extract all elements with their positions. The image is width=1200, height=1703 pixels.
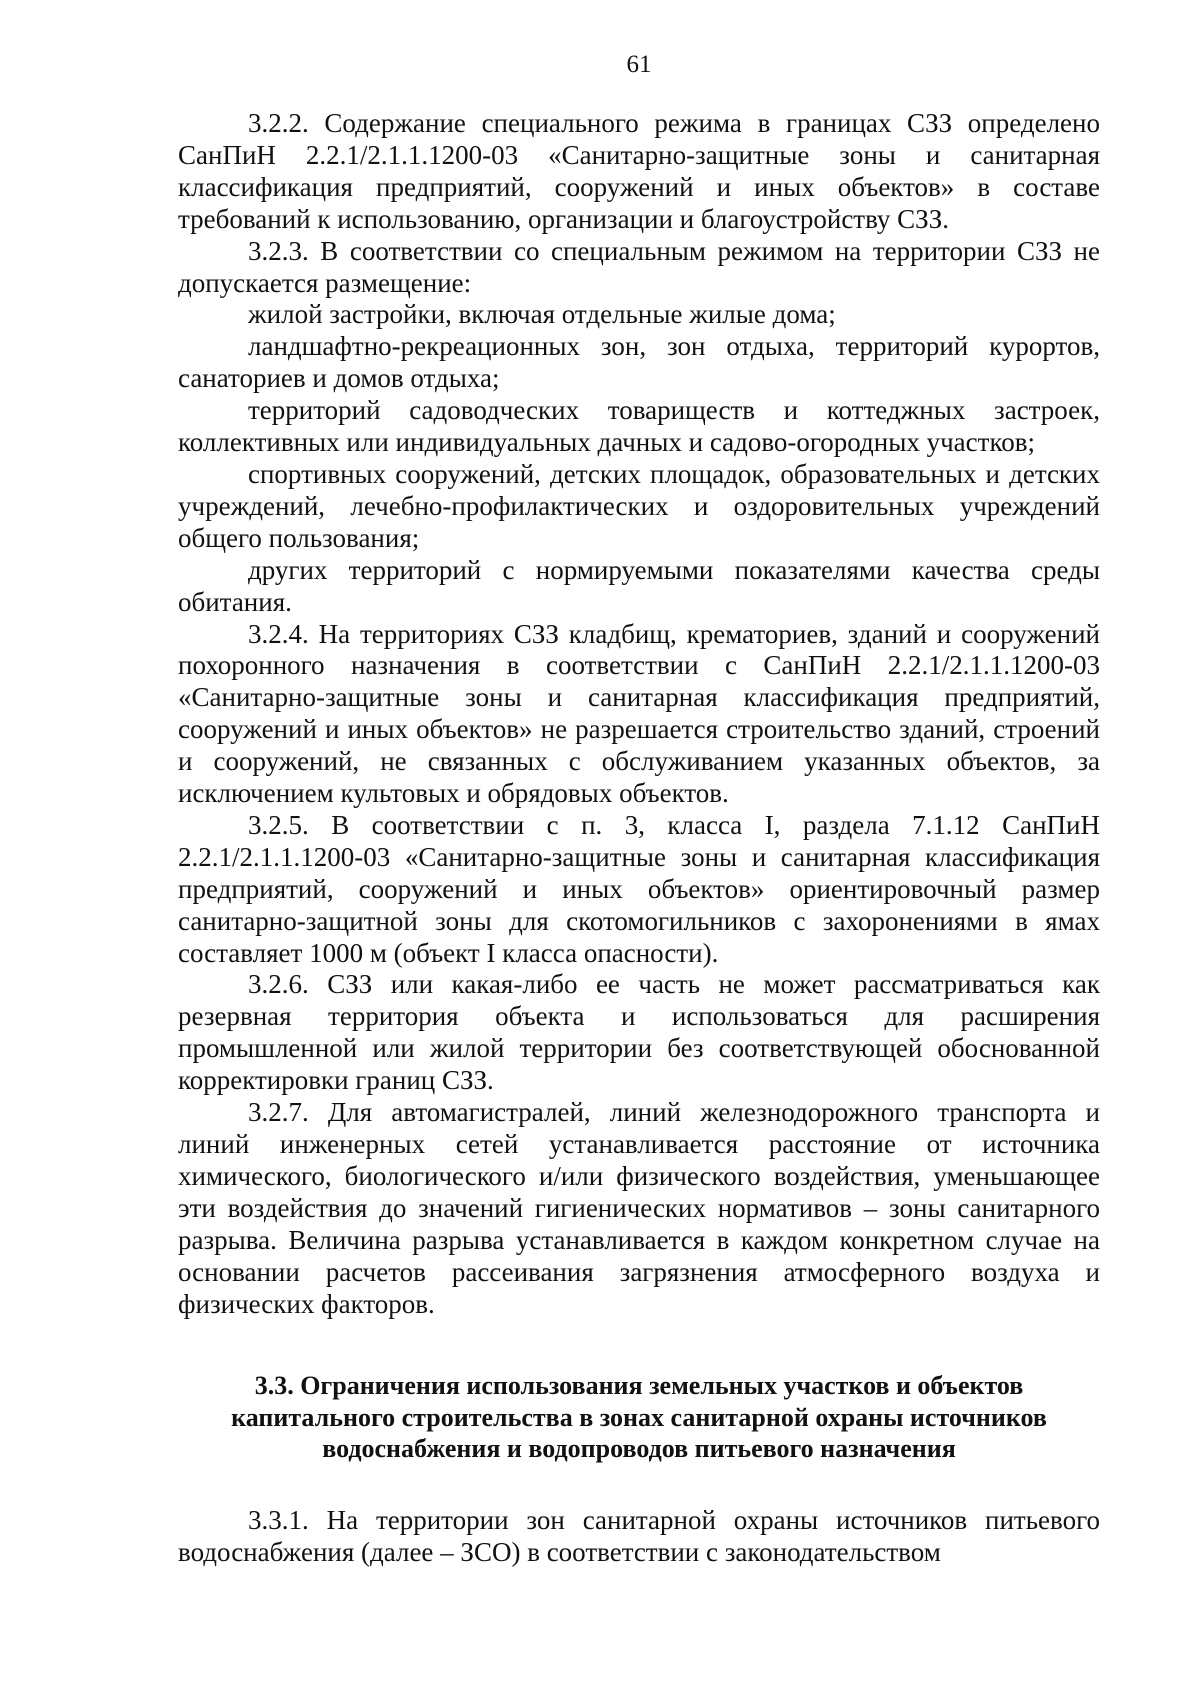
paragraph-3-2-3: 3.2.3. В соответствии со специальным режимом на территории СЗЗ не допускается размещение: [178, 235, 1100, 298]
paragraph-3-2-4: 3.2.4. На территориях СЗЗ кладбищ, крематориев, зданий и сооружений похоронного назначения в соответствии с СанПиН 2.2.1/2.1.1.1200-03 «Санитарно-защитные зоны и санитарная классификация предприятий, сооружений и иных объектов» не разрешается строительство зданий, строений и сооружений, не связанных с обслуживанием указанных объектов, за исключением культовых и обрядовых объектов. [178, 618, 1100, 809]
paragraph-3-2-7: 3.2.7. Для автомагистралей, линий железнодорожного транспорта и линий инженерных сетей устанавливается расстояние от источника химического, биологического и/или физического воздействия, уменьшающее эти воздействия до значений гигиенических нормативов – зоны санитарного разрыва. Величина разрыва устанавливается в каждом конкретном случае на основании расчетов рассеивания загрязнения атмосферного воздуха и физических факторов. [178, 1097, 1100, 1319]
body-text-top [178, 108, 1100, 1320]
list-item-sports-education: спортивных сооружений, детских площадок, образовательных и детских учреждений, лечебно-профилактических и оздоровительных учреждений общего пользования; [178, 458, 1100, 553]
heading-line: водоснабжения и водопроводов питьевого назначения [322, 1434, 956, 1464]
paragraph-3-2-6: 3.2.6. СЗЗ или какая-либо ее часть не может рассматриваться как резервная территория объекта и использоваться для расширения промышленной или жилой территории без соответствующей обоснованной корректировки границ СЗЗ. [178, 969, 1100, 1096]
paragraph-3-3-1: 3.3.1. На территории зон санитарной охраны источников питьевого водоснабжения (далее – ЗСО) в соответствии с законодательством [178, 1504, 1100, 1567]
heading-line: 3.3. Ограничения использования земельных участков и объектов [254, 1371, 1024, 1401]
list-item-other-territories: других территорий с нормируемыми показателями качества среды обитания. [178, 554, 1100, 617]
section-heading-3-3 [178, 1370, 1100, 1465]
list-item-recreational: ландшафтно-рекреационных зон, зон отдыха, территорий курортов, санаториев и домов отдыха; [178, 331, 1100, 394]
list-item-garden-plots: территорий садоводческих товариществ и коттеджных застроек, коллективных или индивидуальных дачных и садово-огородных участков; [178, 395, 1100, 458]
heading-line: капитального строительства в зонах санитарной охраны источников [231, 1402, 1047, 1432]
page-number: 61 [626, 51, 652, 78]
paragraph-3-2-2: 3.2.2. Содержание специального режима в границах СЗЗ определено СанПиН 2.2.1/2.1.1.1200-03 «Санитарно-защитные зоны и санитарная классификация предприятий, сооружений и иных объектов» в составе требований к использованию, организации и благоустройству СЗЗ. [178, 108, 1100, 234]
body-text-bottom [178, 1505, 1100, 1569]
paragraph-3-2-5: 3.2.5. В соответствии с п. 3, класса I, раздела 7.1.12 СанПиН 2.2.1/2.1.1.1200-03 «Санитарно-защитные зоны и санитарная классификация предприятий, сооружений и иных объектов» ориентировочный размер санитарно-защитной зоны для скотомогильников с захоронениями в ямах составляет 1000 м (объект I класса опасности). [178, 809, 1100, 968]
list-item-residential: жилой застройки, включая отдельные жилые дома; [248, 299, 836, 330]
